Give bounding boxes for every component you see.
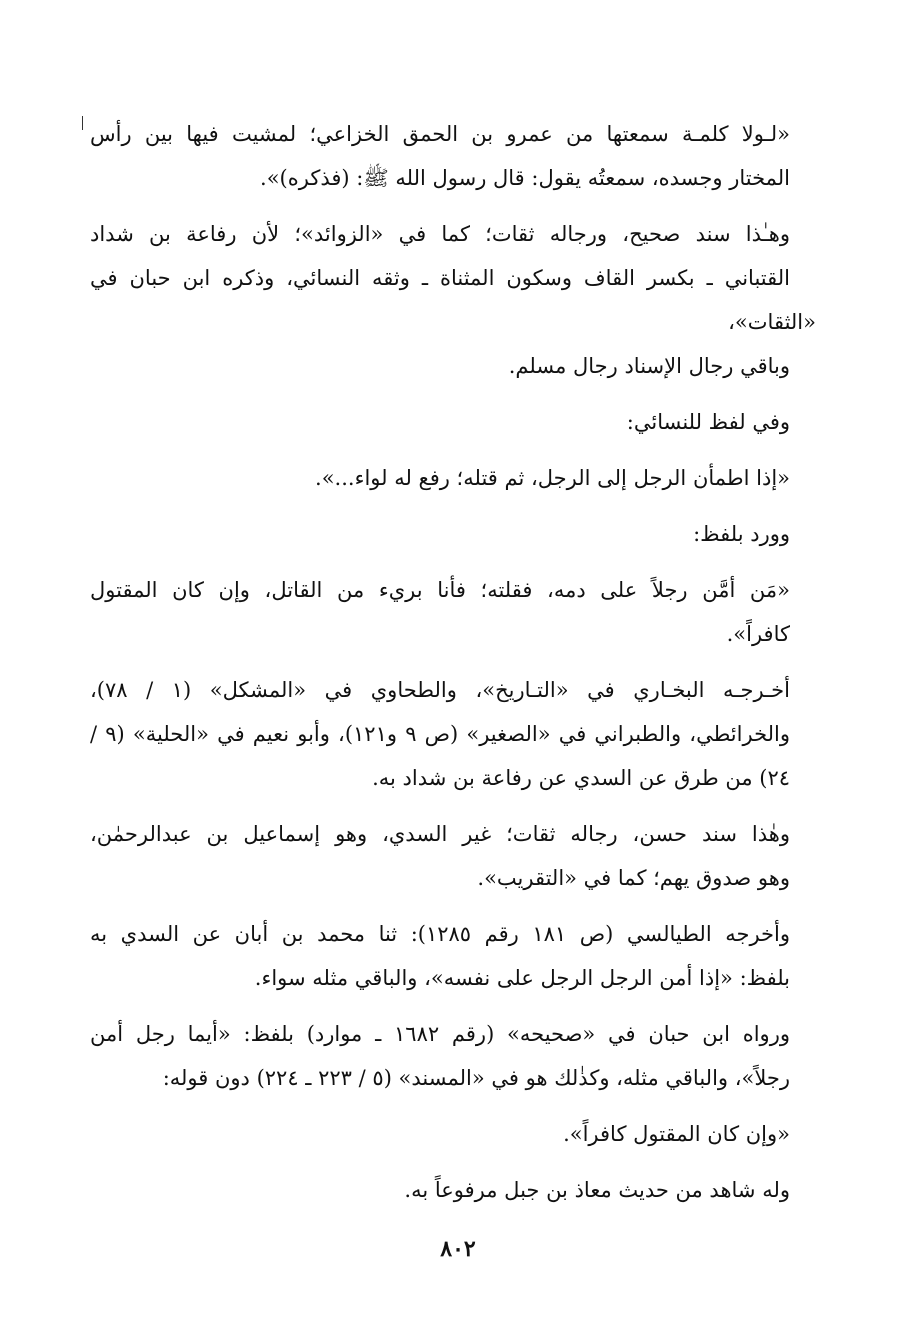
- paragraph-quote-intro: [90, 112, 816, 200]
- text-line: بلفظ: «إذا أمن الرجل الرجل على نفسه»، والباقي مثله سواء.: [254, 966, 790, 990]
- paragraph-sanad-sahih: [90, 212, 816, 388]
- text-line: القتباني ـ بكسر القاف وسكون المثناة ـ وثقه النسائي، وذكره ابن حبان في «الثقات»،: [90, 266, 816, 334]
- text-line: رجلاً»، والباقي مثله، وكذٰلك هو في «المسند» (٥ / ٢٢٣ ـ ٢٢٤) دون قوله:: [162, 1066, 790, 1090]
- text-line: ٢٤) من طرق عن السدي عن رفاعة بن شداد به.: [372, 766, 790, 790]
- text-line: وفي لفظ للنسائي:: [626, 410, 790, 434]
- paragraph-nasai-wording: [90, 400, 816, 444]
- text-line: وأخرجه الطيالسي (ص ١٨١ رقم ١٢٨٥): ثنا محمد بن أبان عن السدي به: [90, 922, 790, 946]
- paragraph-sanad-hasan: [90, 812, 816, 900]
- text-line: ورواه ابن حبان في «صحيحه» (رقم ١٦٨٢ ـ موارد) بلفظ: «أيما رجل أمن: [90, 1022, 790, 1046]
- text-line: «لـولا كلمـة سمعتها من عمرو بن الحمق الخزاعي؛ لمشيت فيها بين رأس: [90, 122, 790, 146]
- text-line: والخرائطي، والطبراني في «الصغير» (ص ٩ و١٢١)، وأبو نعيم في «الحلية» (٩ /: [90, 722, 790, 746]
- paragraph-quote-kafir: [90, 1112, 816, 1156]
- text-line: «وإن كان المقتول كافراً».: [563, 1122, 790, 1146]
- text-line: وهٰذا سند حسن، رجاله ثقات؛ غير السدي، وهو إسماعيل بن عبدالرحمٰن،: [90, 822, 790, 846]
- text-line: «مَن أمَّن رجلاً على دمه، فقلته؛ فأنا بريء من القاتل، وإن كان المقتول: [90, 578, 790, 602]
- page-number: ٨٠٢: [440, 1236, 476, 1262]
- text-line: أخـرجـه البخـاري في «التـاريخ»، والطحاوي في «المشكل» (١ / ٧٨)،: [90, 678, 790, 702]
- margin-mark: [82, 116, 83, 130]
- paragraph-ibn-hibban: [90, 1012, 816, 1100]
- paragraph-tayalisi: [90, 912, 816, 1000]
- text-line: وباقي رجال الإسناد رجال مسلم.: [508, 354, 790, 378]
- text-line: وورد بلفظ:: [693, 522, 790, 546]
- text-line: المختار وجسده، سمعتُه يقول: قال رسول الله ﷺ: (فذكره)».: [260, 166, 790, 190]
- text-line: كافراً».: [726, 622, 790, 646]
- text-line: وهـٰذا سند صحيح، ورجاله ثقات؛ كما في «الزوائد»؛ لأن رفاعة بن شداد: [90, 222, 790, 246]
- paragraph-quote-amman: [90, 568, 816, 656]
- text-line: وله شاهد من حديث معاذ بن جبل مرفوعاً به.: [404, 1178, 790, 1202]
- paragraph-quote-itmaan: [90, 456, 816, 500]
- text-line: «إذا اطمأن الرجل إلى الرجل، ثم قتله؛ رفع له لواء...».: [315, 466, 790, 490]
- paragraph-takhrij: [90, 668, 816, 800]
- text-line: وهو صدوق يهم؛ كما في «التقريب».: [477, 866, 790, 890]
- page-body: [90, 112, 816, 1224]
- paragraph-shahid: [90, 1168, 816, 1212]
- paragraph-warada: [90, 512, 816, 556]
